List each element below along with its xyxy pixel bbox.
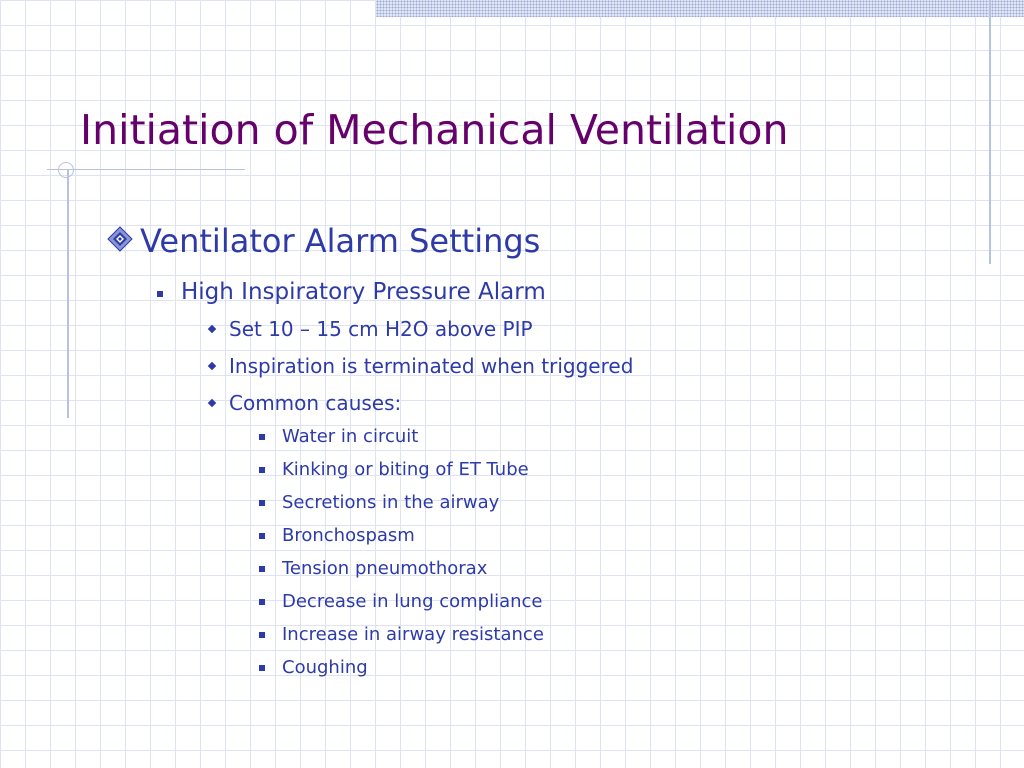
point-text: Common causes: [229, 391, 402, 415]
cause-item [259, 657, 368, 678]
point-item [209, 391, 401, 415]
cause-item [259, 558, 487, 579]
small-diamond-bullet-icon [208, 362, 216, 370]
cause-item [259, 525, 415, 546]
cause-text: Tension pneumothorax [282, 558, 488, 579]
small-square-bullet-icon [259, 500, 265, 506]
cause-text: Water in circuit [282, 426, 419, 447]
point-item [209, 354, 633, 378]
square-bullet-icon [157, 291, 163, 297]
cause-text: Decrease in lung compliance [282, 591, 543, 612]
cause-item [259, 492, 499, 513]
top-dotted-band [376, 0, 1024, 17]
cause-item [259, 624, 544, 645]
point-text: Inspiration is terminated when triggered [229, 354, 634, 378]
point-text: Set 10 – 15 cm H2O above PIP [229, 317, 533, 341]
small-square-bullet-icon [259, 599, 265, 605]
cause-text: Increase in airway resistance [282, 624, 544, 645]
small-square-bullet-icon [259, 632, 265, 638]
rule-junction-circle [58, 162, 74, 178]
section-heading-row [106, 222, 540, 260]
point-item [209, 317, 533, 341]
slide-title: Initiation of Mechanical Ventilation [80, 106, 789, 154]
cause-item [259, 591, 543, 612]
small-square-bullet-icon [259, 665, 265, 671]
small-diamond-bullet-icon [208, 399, 216, 407]
section-heading: Ventilator Alarm Settings [140, 222, 541, 260]
small-square-bullet-icon [259, 533, 265, 539]
left-vertical-rule [67, 170, 69, 418]
small-square-bullet-icon [259, 467, 265, 473]
cause-item [259, 459, 529, 480]
cause-text: Kinking or biting of ET Tube [282, 459, 529, 480]
title-underline-rule [47, 169, 245, 170]
small-square-bullet-icon [259, 566, 265, 572]
small-diamond-bullet-icon [208, 325, 216, 333]
cause-item [259, 426, 418, 447]
diamond-bullet-icon [106, 225, 134, 257]
small-square-bullet-icon [259, 434, 265, 440]
subsection-row [157, 279, 546, 305]
subsection-heading: High Inspiratory Pressure Alarm [181, 279, 546, 305]
cause-text: Secretions in the airway [282, 492, 500, 513]
cause-text: Coughing [282, 657, 368, 678]
cause-text: Bronchospasm [282, 525, 415, 546]
right-vertical-rule [989, 0, 991, 264]
